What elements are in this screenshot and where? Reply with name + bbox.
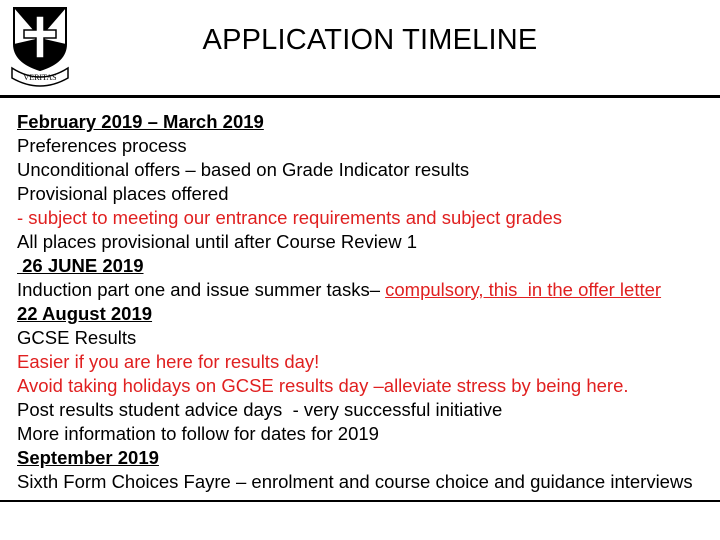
school-crest-logo (8, 4, 72, 88)
heading-september-2019: September 2019 (17, 447, 159, 468)
text-unconditional-offers: Unconditional offers – based on Grade Indicator results (17, 159, 470, 180)
heading-feb-mar-2019: February 2019 – March 2019 (17, 111, 264, 132)
bottom-divider (0, 500, 720, 502)
text-more-info: More information to follow for dates for 2019 (17, 423, 379, 444)
heading-26-june-2019: 26 JUNE 2019 (17, 255, 144, 276)
timeline-content (17, 110, 707, 494)
text-entrance-requirements: - subject to meeting our entrance requirements and subject grades (17, 207, 563, 228)
text-advice-days: Post results student advice days - very successful initiative (17, 399, 503, 420)
text-avoid-holidays: Avoid taking holidays on GCSE results day –alleviate stress by being here. (17, 375, 629, 396)
text-choices-fayre: Sixth Form Choices Fayre – enrolment and course choice and guidance interviews (17, 471, 693, 492)
text-course-review: All places provisional until after Course Review 1 (17, 231, 417, 252)
text-preferences-process: Preferences process (17, 135, 187, 156)
title-divider (0, 95, 720, 98)
text-gcse-results: GCSE Results (17, 327, 137, 348)
text-compulsory-note: compulsory, this in the offer letter (385, 279, 662, 300)
heading-22-august-2019: 22 August 2019 (17, 303, 153, 324)
text-results-day: Easier if you are here for results day! (17, 351, 320, 372)
text-provisional-places: Provisional places offered (17, 183, 229, 204)
page-title: APPLICATION TIMELINE (202, 24, 538, 56)
text-induction-main: Induction part one and issue summer tasks– (17, 279, 386, 300)
svg-text:VERITAS: VERITAS (23, 73, 57, 82)
text-induction (17, 278, 707, 302)
